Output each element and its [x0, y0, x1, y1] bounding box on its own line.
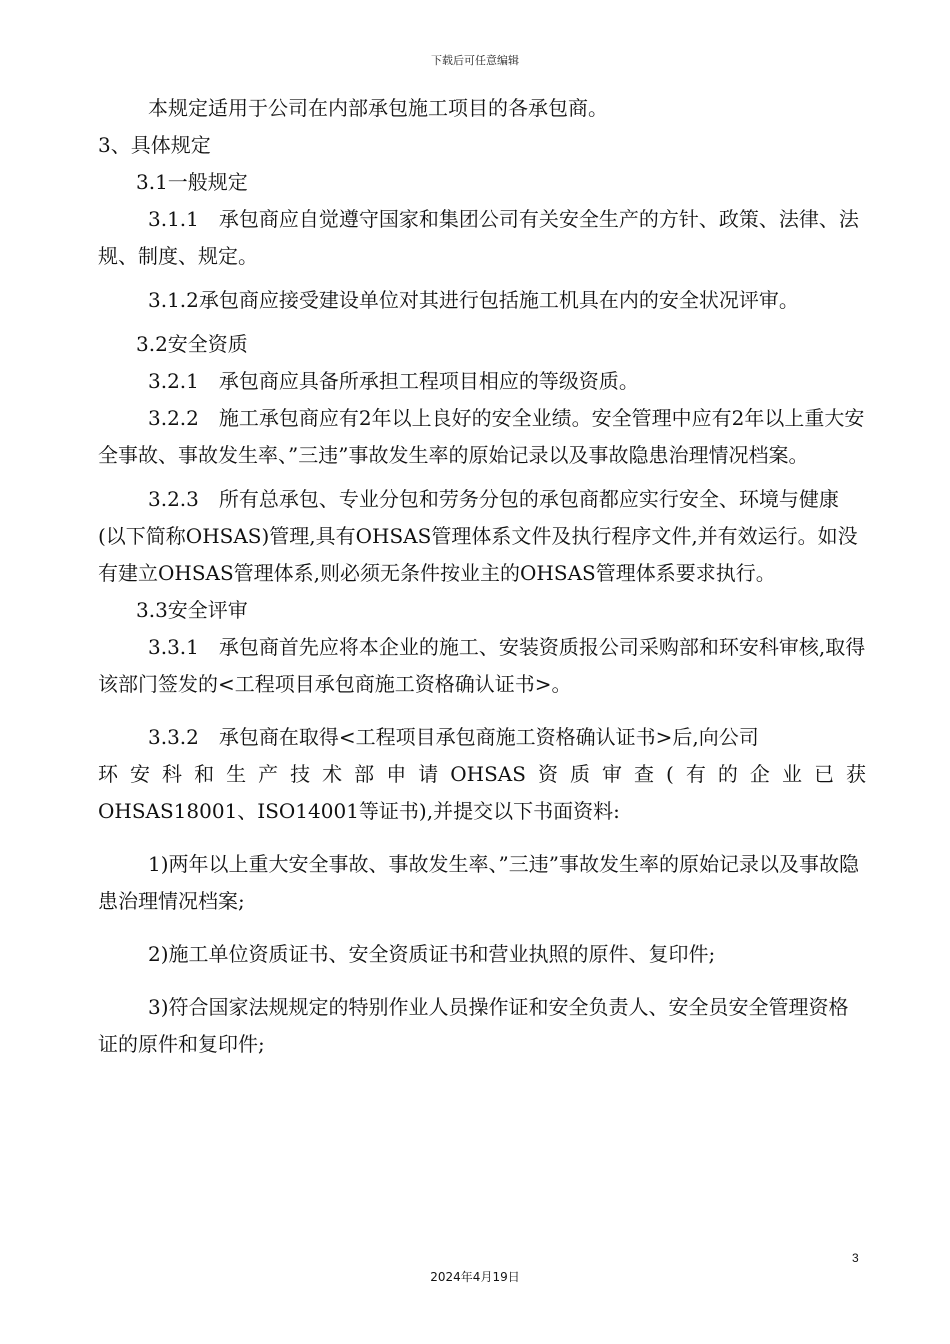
paragraph-3-3-2-line-3: OHSAS18001、ISO14001等证书),并提交以下书面资料:	[98, 799, 620, 823]
paragraph-3-3-2-line-2: 环安科和生产技术部申请OHSAS资质审查(有的企业已获	[98, 762, 866, 786]
paragraph-scope: 本规定适用于公司在内部承包施工项目的各承包商。	[148, 96, 608, 120]
paragraph-3-2-2: 3.2.2 施工承包商应有2年以上良好的安全业绩。安全管理中应有2年以上重大安全事故、事故发生率、”三违”事故发生率的原始记录以及事故隐患治理情况档案。	[98, 406, 865, 467]
heading-3-1: 3.1一般规定	[136, 170, 248, 194]
list-item-3: 3)符合国家法规规定的特别作业人员操作证和安全负责人、安全员安全管理资格证的原件和复印件;	[98, 995, 849, 1056]
footer-date: 2024年4月19日	[430, 1270, 520, 1284]
document-body	[98, 90, 866, 1063]
heading-specific-rules: 3、具体规定	[98, 133, 211, 157]
paragraph-3-3-2-line-1: 3.3.2 承包商在取得<工程项目承包商施工资格确认证书>后,向公司	[148, 725, 759, 749]
paragraph-3-1-1: 3.1.1 承包商应自觉遵守国家和集团公司有关安全生产的方针、政策、法律、法规、制度、规定。	[98, 207, 859, 268]
paragraph-3-3-2	[98, 719, 866, 830]
paragraph-3-3-1: 3.3.1 承包商首先应将本企业的施工、安装资质报公司采购部和环安科审核,取得该部门签发的<工程项目承包商施工资格确认证书>。	[98, 635, 866, 696]
heading-3-3: 3.3安全评审	[136, 598, 248, 622]
header-note: 下载后可任意编辑	[431, 54, 519, 67]
list-item-2: 2)施工单位资质证书、安全资质证书和营业执照的原件、复印件;	[148, 942, 716, 966]
paragraph-3-2-3: 3.2.3 所有总承包、专业分包和劳务分包的承包商都应实行安全、环境与健康(以下简称OHSAS)管理,具有OHSAS管理体系文件及执行程序文件,并有效运行。如没有建立OHSAS管理体系,则必须无条件按业主的OHSAS管理体系要求执行。	[98, 487, 858, 585]
paragraph-3-1-2: 3.1.2承包商应接受建设单位对其进行包括施工机具在内的安全状况评审。	[148, 288, 799, 312]
paragraph-3-2-1: 3.2.1 承包商应具备所承担工程项目相应的等级资质。	[148, 369, 639, 393]
list-item-1: 1)两年以上重大安全事故、事故发生率、”三违”事故发生率的原始记录以及事故隐患治理情况档案;	[98, 852, 859, 913]
heading-3-2: 3.2安全资质	[136, 332, 248, 356]
page-number: 3	[852, 1251, 859, 1265]
